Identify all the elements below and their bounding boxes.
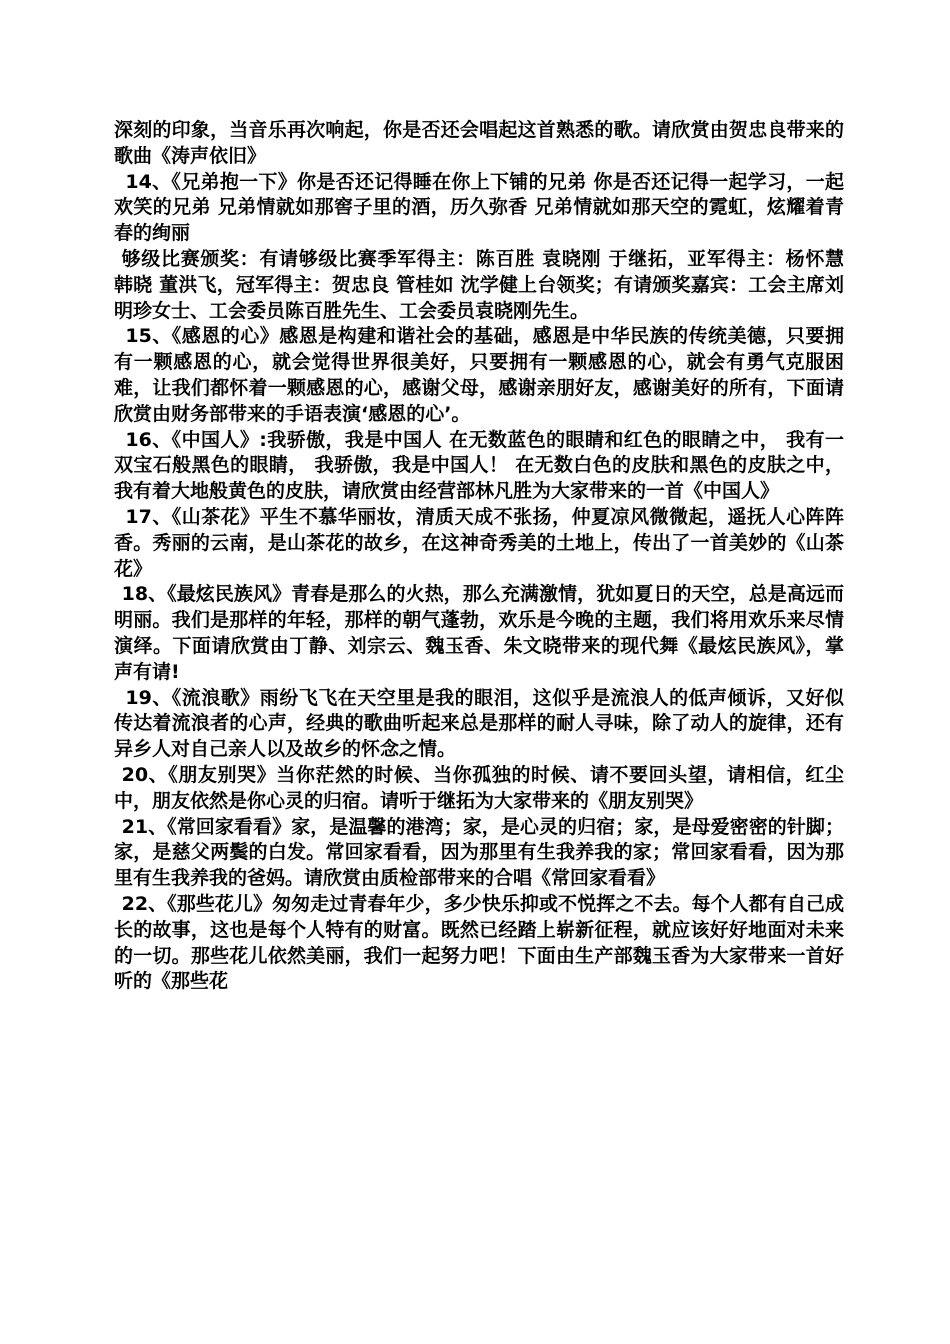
paragraph-program-20: 20、《朋友别哭》当你茫然的时候、当你孤独的时候、请不要回头望，请相信，红尘中，朋友依然是你心灵的归宿。请听于继拓为大家带来的《朋友别哭》 <box>114 763 844 812</box>
paragraph-program-16: 16、《中国人》:我骄傲，我是中国人 在无数蓝色的眼睛和红色的眼睛之中， 我有一双宝石般黑色的眼睛， 我骄傲，我是中国人！ 在无数白色的皮肤和黑色的皮肤之中， 我有着大地般黄色的皮肤，请欣赏由经营部林凡胜为大家带来的一首《中国人》 <box>114 428 844 503</box>
paragraph-award-ceremony: 够级比赛颁奖：有请够级比赛季军得主：陈百胜 袁晓刚 于继拓，亚军得主：杨怀慧 韩晓 董洪飞，冠军得主：贺忠良 管桂如 沈学健上台领奖；有请颁奖嘉宾：工会主席刘明珍女士、工会委员陈百胜先生、工会委员袁晓刚先生。 <box>114 247 844 322</box>
paragraph-program-21: 21、《常回家看看》家，是温馨的港湾；家，是心灵的归宿；家，是母爱密密的针脚；家，是慈父两鬓的白发。常回家看看，因为那里有生我养我的家；常回家看看，因为那里有生我养我的爸妈。请欣赏由质检部带来的合唱《常回家看看》 <box>114 815 844 890</box>
paragraph-program-14: 14、《兄弟抱一下》你是否还记得睡在你上下铺的兄弟 你是否还记得一起学习，一起欢笑的兄弟 兄弟情就如那窖子里的酒，历久弥香 兄弟情就如那天空的霓虹，炫耀着青春的绚丽 <box>114 170 844 245</box>
paragraph-program-17: 17、《山茶花》平生不慕华丽妆，清质天成不张扬，仲夏凉风微微起，遥抚人心阵阵香。秀丽的云南，是山茶花的故乡，在这神奇秀美的土地上，传出了一首美妙的《山茶花》 <box>114 505 844 580</box>
paragraph-program-22: 22、《那些花儿》匆匆走过青春年少，多少快乐抑或不悦挥之不去。每个人都有自己成长的故事，这也是每个人特有的财富。既然已经踏上崭新征程，就应该好好地面对未来的一切。那些花儿依然美丽，我们一起努力吧！下面由生产部魏玉香为大家带来一首好听的《那些花 <box>114 892 844 993</box>
paragraph-program-15: 15、《感恩的心》感恩是构建和谐社会的基础，感恩是中华民族的传统美德，只要拥有一颗感恩的心，就会觉得世界很美好，只要拥有一颗感恩的心，就会有勇气克服困难，让我们都怀着一颗感恩的心，感谢父母，感谢亲朋好友，感谢美好的所有，下面请欣赏由财务部带来的手语表演‘感恩的心’。 <box>114 325 844 425</box>
paragraph-program-19: 19、《流浪歌》雨纷飞飞在天空里是我的眼泪，这似乎是流浪人的低声倾诉，又好似传达着流浪者的心声，经典的歌曲听起来总是那样的耐人寻味，除了动人的旋律，还有异乡人对自己亲人以及故乡的怀念之情。 <box>114 686 844 761</box>
paragraph-program-18: 18、《最炫民族风》青春是那么的火热，那么充满激情，犹如夏日的天空，总是高远而明丽。我们是那样的年轻，那样的朝气蓬勃，欢乐是今晚的主题，我们将用欢乐来尽情演绎。下面请欣赏由丁静、刘宗云、魏玉香、朱文晓带来的现代舞《最炫民族风》，掌声有请! <box>114 583 844 683</box>
document-page <box>114 118 844 995</box>
paragraph-continuation: 深刻的印象，当音乐再次响起，你是否还会唱起这首熟悉的歌。请欣赏由贺忠良带来的歌曲《涛声依旧》 <box>114 119 844 167</box>
